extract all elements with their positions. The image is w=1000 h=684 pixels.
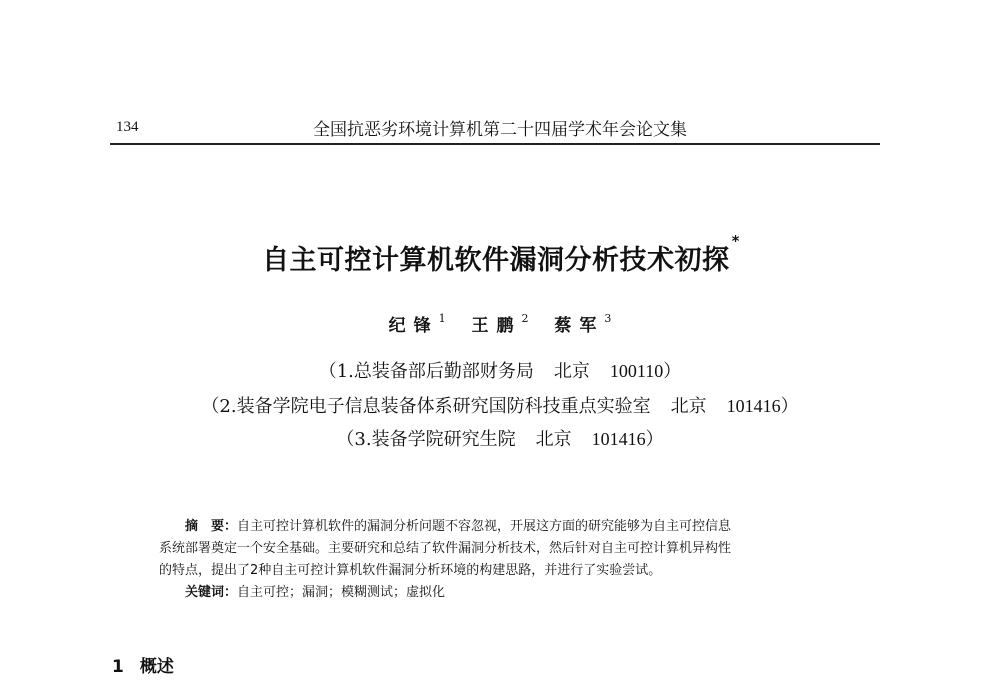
affiliation-postcode: 101416 (726, 396, 781, 416)
author-affiliation-mark: 1 (438, 312, 446, 326)
abstract-line-2: 系统部署奠定一个安全基础。主要研究和总结了软件漏洞分析技术，然后针对自主可控计算机异构性 (159, 541, 732, 556)
affiliation-city: 北京 (670, 396, 707, 417)
affiliation-3 (0, 425, 1000, 451)
abstract-line-1 (159, 516, 849, 538)
abstract-line-3: 的特点，提出了2种自主可控计算机软件漏洞分析环境的构建思路，并进行了实验尝试。 (159, 563, 662, 578)
running-header: 全国抗恶劣环境计算机第二十四届学术年会论文集 (313, 120, 687, 140)
keywords-label: 关键词： (185, 585, 238, 600)
section-number: 1 (112, 657, 124, 677)
author-affiliation-mark: 2 (521, 312, 529, 326)
author-name: 王鹏 (471, 316, 522, 336)
affiliation-1 (0, 357, 1000, 383)
section-heading (112, 652, 174, 677)
abstract-label: 摘 要： (185, 519, 238, 534)
affiliation-city: 北京 (535, 429, 572, 450)
section-title: 概述 (139, 657, 174, 677)
affiliation-open: （2. (201, 396, 237, 417)
affiliation-open: （3. (336, 429, 372, 450)
affiliation-org: 装备学院研究生院 (371, 429, 516, 450)
affiliation-org: 装备学院电子信息装备体系研究国防科技重点实验室 (236, 396, 651, 417)
abstract-text: 自主可控计算机软件的漏洞分析问题不容忽视，开展这方面的研究能够为自主可控信息 (237, 519, 732, 534)
paper-title-text: 自主可控计算机软件漏洞分析技术初探 (262, 245, 730, 276)
affiliation-2 (0, 392, 1000, 418)
keywords-text: 自主可控；漏洞；模糊测试；虚拟化 (237, 585, 446, 600)
keywords-line (159, 582, 849, 604)
author-1 (388, 312, 446, 336)
affiliation-close: ） (663, 361, 682, 382)
author-affiliation-mark: 3 (604, 312, 612, 326)
affiliation-postcode: 101416 (591, 429, 646, 449)
author-list (0, 311, 1000, 336)
author-name: 蔡军 (554, 316, 605, 336)
author-3 (554, 312, 612, 336)
affiliation-postcode: 100110 (609, 361, 664, 381)
title-footnote-mark: * (731, 232, 740, 250)
author-name: 纪锋 (388, 316, 439, 336)
affiliation-open: （1. (318, 361, 354, 382)
affiliation-org: 总装备部后勤部财务局 (353, 361, 534, 382)
affiliation-city: 北京 (553, 361, 590, 382)
paper-title (0, 232, 1000, 277)
header-rule (110, 143, 880, 145)
affiliation-close: ） (780, 396, 799, 417)
affiliation-close: ） (645, 429, 664, 450)
page-number: 134 (116, 119, 139, 135)
author-2 (471, 312, 529, 336)
abstract-block (159, 516, 849, 604)
